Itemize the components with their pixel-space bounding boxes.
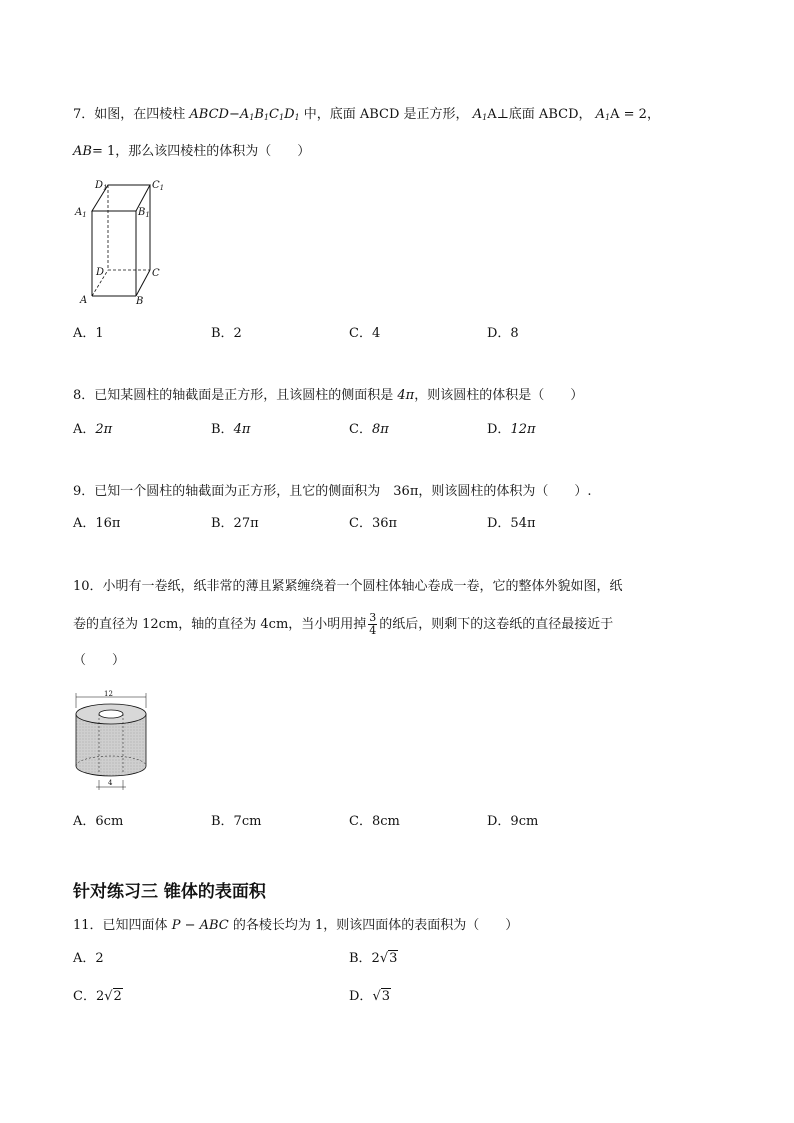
sqrt-sign: √2 [104, 989, 122, 1004]
q7-line2 [73, 143, 310, 161]
q7-line1 [73, 106, 660, 127]
q8-option-b[interactable]: B．4π [211, 422, 251, 437]
q7-a1a: $A_1$ [472, 107, 488, 122]
svg-text:4: 4 [108, 779, 113, 787]
q11-stem: 11．已知四面体 P − ABC 的各棱长均为 1，则该四面体的表面积为（ ） [73, 918, 519, 933]
q10-option-c[interactable]: C．8cm [349, 814, 400, 829]
q9-option-d[interactable]: D．54π [487, 516, 536, 531]
section-title: 针对练习三 锥体的表面积 [73, 882, 266, 902]
svg-text:B1: $B_1$ [138, 207, 150, 219]
q8-option-a[interactable]: A．2π [73, 422, 113, 437]
q9-option-a[interactable]: A．16π [73, 516, 121, 531]
q7-prefix: 7．如图，在四棱柱 [73, 107, 186, 122]
q9-option-c[interactable]: C．36π [349, 516, 398, 531]
q10-line1: 10．小明有一卷纸，纸非常的薄且紧紧缠绕着一个圆柱体轴心卷成一卷，它的整体外貌如图，纸 [73, 579, 623, 594]
q7-option-c[interactable]: C．4 [349, 326, 381, 341]
q10-fraction: $\frac{3}{4}$ [369, 611, 377, 637]
q9-option-b[interactable]: B．27π [211, 516, 259, 531]
svg-text:D: D [96, 267, 105, 278]
q8-option-d[interactable]: D．12π [487, 422, 536, 437]
q11-option-a[interactable]: A．2 [73, 951, 104, 966]
q7-line2-rest: = 1，那么该四棱柱的体积为（ ） [91, 144, 311, 159]
q10-option-d[interactable]: D．9cm [487, 814, 539, 829]
q10-line2: 卷的直径为 12cm，轴的直径为 4cm，当小明用掉 $\frac{3}{4}$ 的纸后，则剩下的这卷纸的直径最接近于 [73, 611, 614, 637]
q7-ab: AB [73, 144, 92, 159]
q7-prism-name: $ABCD-A_1B_1C_1D_1$ [189, 107, 300, 122]
svg-text:D1: $D_1$ [95, 180, 108, 192]
q11-option-c[interactable]: C．2√2 [73, 989, 122, 1004]
q10-line3: （ ） [73, 653, 126, 668]
q10-paper-roll-figure [70, 690, 160, 800]
q7-prism-figure [70, 175, 170, 310]
q10-option-a[interactable]: A．6cm [73, 814, 124, 829]
q7-eq: A = 2， [610, 107, 660, 122]
sqrt-sign: √3 [379, 951, 398, 966]
svg-text:C1: $C_1$ [152, 180, 165, 192]
q8-option-c[interactable]: C．8π [349, 422, 389, 437]
q8-stem: 8．已知某圆柱的轴截面是正方形，且该圆柱的侧面积是 4π，则该圆柱的体积是（ ） [73, 388, 584, 403]
svg-text:A: A [80, 295, 88, 306]
sqrt-sign: √3 [372, 989, 391, 1004]
svg-text:A1: $A_1$ [75, 207, 87, 219]
q7-perp: A⊥底面 ABCD， [487, 107, 592, 122]
q11-option-d[interactable]: D．√3 [349, 989, 391, 1004]
svg-text:C: C [152, 268, 160, 279]
q7-option-b[interactable]: B．2 [211, 326, 242, 341]
q11-option-b[interactable]: B．2√3 [349, 951, 398, 966]
q9-stem: 9．已知一个圆柱的轴截面为正方形，且它的侧面积为 36π，则该圆柱的体积为（ ）. [73, 484, 592, 499]
q7-mid: 中，底面 ABCD 是正方形， [303, 107, 469, 122]
svg-text:B: B [136, 296, 144, 307]
q7-option-a[interactable]: A．1 [73, 326, 104, 341]
q7-option-d[interactable]: D．8 [487, 326, 519, 341]
q7-a1a-2: $A_1$ [595, 107, 611, 122]
svg-text:12: 12 [104, 690, 113, 698]
q10-option-b[interactable]: B．7cm [211, 814, 262, 829]
